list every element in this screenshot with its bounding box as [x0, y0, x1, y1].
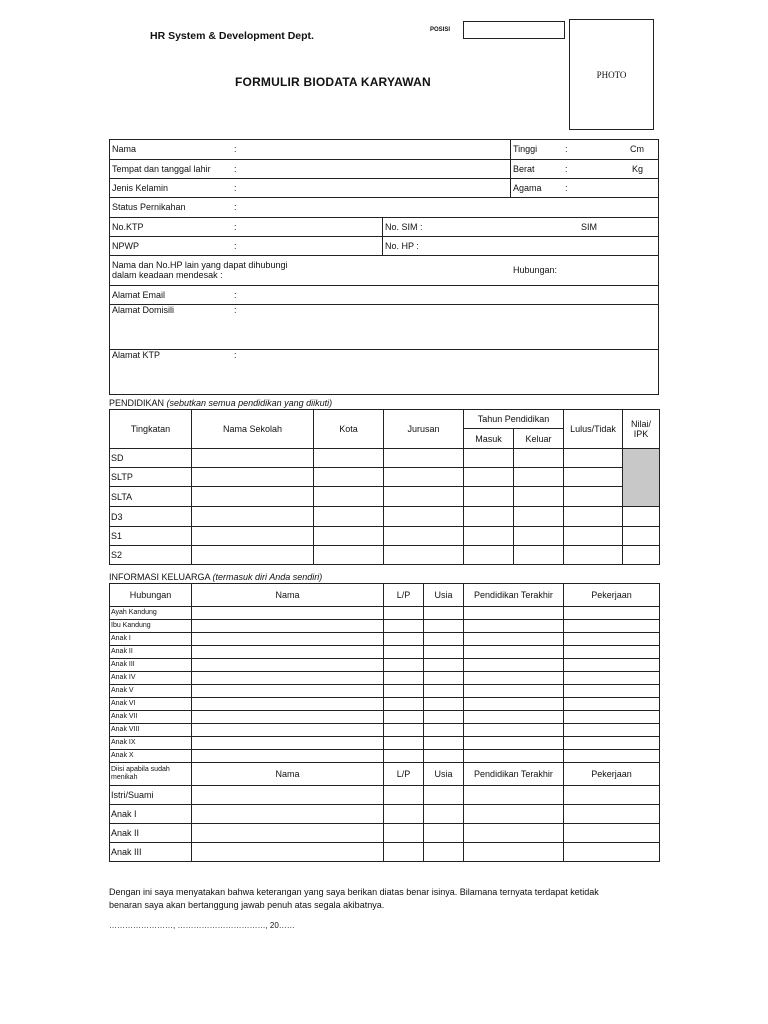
family-member-label: Anak VIII	[110, 724, 192, 737]
label-no-ktp: No.KTP	[112, 222, 144, 232]
family-cell[interactable]	[192, 620, 384, 633]
colon: :	[234, 350, 237, 360]
edu-cell[interactable]	[192, 487, 314, 507]
form-title: FORMULIR BIODATA KARYAWAN	[235, 75, 431, 89]
family-cell[interactable]	[564, 620, 660, 633]
photo-label: PHOTO	[596, 70, 627, 80]
family-cell[interactable]	[384, 805, 424, 824]
family-cell[interactable]	[464, 698, 564, 711]
label-alamat-email: Alamat Email	[112, 290, 166, 300]
table-row	[110, 507, 660, 527]
family-cell[interactable]	[564, 805, 660, 824]
family-cell[interactable]	[192, 824, 384, 843]
header-nilai: Nilai/	[630, 419, 651, 429]
family-cell[interactable]	[424, 724, 464, 737]
colon: :	[234, 222, 237, 232]
family-cell[interactable]	[384, 750, 424, 763]
family-cell[interactable]	[464, 724, 564, 737]
edu-cell[interactable]	[514, 468, 564, 487]
family-title-text: INFORMASI KELUARGA	[109, 572, 211, 582]
header-lp: L/P	[384, 763, 424, 786]
declaration-line1: Dengan ini saya menyatakan bahwa keterangan yang saya berikan diatas benar isinya. Bilamana ternyata terdapat ketidak	[109, 887, 599, 897]
education-title-text: PENDIDIKAN	[109, 398, 165, 408]
edu-cell[interactable]	[384, 546, 464, 565]
married-note	[110, 763, 192, 786]
edu-cell[interactable]	[464, 487, 514, 507]
family-member-label: Anak IX	[110, 737, 192, 750]
header-pekerjaan: Pekerjaan	[564, 584, 660, 607]
unit-cm: Cm	[630, 144, 644, 154]
family-cell[interactable]	[424, 685, 464, 698]
family-cell[interactable]	[384, 659, 424, 672]
married-note-line2: menikah	[111, 774, 138, 781]
colon: :	[234, 202, 237, 212]
place-date-line: ……………………, ……………………………, 20……	[109, 921, 295, 930]
table-row	[110, 487, 660, 507]
family-cell[interactable]	[384, 633, 424, 646]
table-row	[110, 750, 660, 763]
family-cell[interactable]	[424, 737, 464, 750]
family-member-label: Anak I	[110, 805, 192, 824]
table-row	[110, 468, 660, 487]
header-jurusan: Jurusan	[384, 410, 464, 449]
label-alamat-domisili: Alamat Domisili	[112, 305, 175, 315]
edu-cell[interactable]	[623, 527, 660, 546]
family-cell[interactable]	[564, 724, 660, 737]
education-title-note: (sebutkan semua pendidikan yang diikuti)	[166, 398, 333, 408]
edu-cell[interactable]	[564, 507, 623, 527]
edu-level: S2	[110, 546, 192, 565]
family-cell[interactable]	[464, 685, 564, 698]
family-cell[interactable]	[424, 750, 464, 763]
edu-cell[interactable]	[564, 527, 623, 546]
colon: :	[234, 144, 237, 154]
education-section-title	[109, 398, 332, 408]
family-cell[interactable]	[384, 672, 424, 685]
education-table	[109, 409, 660, 565]
family-cell[interactable]	[464, 633, 564, 646]
label-sim: SIM	[581, 222, 598, 232]
table-row	[110, 805, 660, 824]
header-lulus: Lulus/Tidak	[564, 410, 623, 449]
header-keluar: Keluar	[514, 429, 564, 449]
table-row	[110, 633, 660, 646]
edu-cell[interactable]	[314, 468, 384, 487]
header-nama: Nama	[192, 584, 384, 607]
edu-level: S1	[110, 527, 192, 546]
label-kontak-darurat-2: dalam keadaan mendesak :	[112, 270, 223, 280]
label-no-hp: No. HP :	[385, 241, 419, 251]
edu-cell[interactable]	[564, 449, 623, 468]
label-hubungan: Hubungan:	[513, 265, 558, 275]
family-member-label: Anak II	[110, 646, 192, 659]
colon: :	[565, 183, 568, 193]
family-cell[interactable]	[464, 672, 564, 685]
table-row	[110, 724, 660, 737]
family-cell[interactable]	[564, 737, 660, 750]
label-npwp: NPWP	[112, 241, 139, 251]
label-no-sim: No. SIM :	[385, 222, 423, 232]
table-row	[110, 620, 660, 633]
label-status-pernikahan: Status Pernikahan	[112, 202, 186, 212]
edu-cell[interactable]	[514, 487, 564, 507]
edu-cell[interactable]	[314, 546, 384, 565]
family-member-label: Ayah Kandung	[110, 607, 192, 620]
family-cell[interactable]	[384, 620, 424, 633]
label-kontak-darurat: Nama dan No.HP lain yang dapat dihubungi	[112, 260, 288, 270]
family-cell[interactable]	[564, 786, 660, 805]
table-row	[110, 786, 660, 805]
family-cell[interactable]	[564, 843, 660, 862]
family-member-label: Anak II	[110, 824, 192, 843]
family-member-label: Anak V	[110, 685, 192, 698]
family-cell[interactable]	[424, 843, 464, 862]
edu-cell[interactable]	[314, 507, 384, 527]
edu-cell[interactable]	[564, 487, 623, 507]
family-section-title	[109, 572, 322, 582]
edu-cell[interactable]	[623, 546, 660, 565]
edu-level: SLTA	[110, 487, 192, 507]
family-cell[interactable]	[424, 711, 464, 724]
table-row	[110, 672, 660, 685]
colon: :	[234, 241, 237, 251]
posisi-label: POSISI	[430, 27, 451, 33]
nilai-shaded	[623, 449, 660, 507]
photo-box	[569, 19, 654, 130]
edu-cell[interactable]	[192, 468, 314, 487]
family-cell[interactable]	[564, 685, 660, 698]
family-cell[interactable]	[192, 659, 384, 672]
label-nama: Nama	[112, 144, 137, 154]
table-row	[110, 449, 660, 468]
edu-cell[interactable]	[192, 507, 314, 527]
family-member-label: Anak X	[110, 750, 192, 763]
edu-level: SD	[110, 449, 192, 468]
family-cell[interactable]	[564, 672, 660, 685]
edu-cell[interactable]	[464, 507, 514, 527]
family-cell[interactable]	[424, 646, 464, 659]
family-cell[interactable]	[424, 672, 464, 685]
family-cell[interactable]	[384, 724, 424, 737]
department-label: HR System & Development Dept.	[150, 30, 314, 42]
family-cell[interactable]	[564, 750, 660, 763]
colon: :	[234, 290, 237, 300]
posisi-field[interactable]	[463, 21, 565, 39]
family-cell[interactable]	[424, 805, 464, 824]
family-member-label: Anak III	[110, 843, 192, 862]
family-cell[interactable]	[464, 646, 564, 659]
family-cell[interactable]	[384, 786, 424, 805]
family-cell[interactable]	[464, 750, 564, 763]
personal-info-section	[109, 139, 659, 395]
table-row	[110, 824, 660, 843]
declaration-text	[109, 886, 599, 912]
family-cell[interactable]	[424, 698, 464, 711]
unit-kg: Kg	[632, 164, 644, 174]
edu-cell[interactable]	[514, 507, 564, 527]
table-row	[110, 698, 660, 711]
family-cell[interactable]	[192, 646, 384, 659]
edu-cell[interactable]	[514, 546, 564, 565]
header-tingkatan: Tingkatan	[110, 410, 192, 449]
label-ttl: Tempat dan tanggal lahir	[112, 164, 211, 174]
edu-cell[interactable]	[623, 507, 660, 527]
family-cell[interactable]	[192, 607, 384, 620]
family-cell[interactable]	[564, 633, 660, 646]
family-cell[interactable]	[192, 685, 384, 698]
family-member-label: Istri/Suami	[110, 786, 192, 805]
family-title-note: (termasuk diri Anda sendiri)	[212, 572, 323, 582]
family-cell[interactable]	[464, 620, 564, 633]
label-alamat-ktp: Alamat KTP	[112, 350, 161, 360]
family-cell[interactable]	[424, 620, 464, 633]
family-cell[interactable]	[464, 737, 564, 750]
edu-cell[interactable]	[192, 449, 314, 468]
family-cell[interactable]	[192, 843, 384, 862]
header-nama: Nama	[192, 763, 384, 786]
family-cell[interactable]	[192, 805, 384, 824]
colon: :	[234, 164, 237, 174]
family-cell[interactable]	[564, 646, 660, 659]
edu-cell[interactable]	[314, 487, 384, 507]
family-cell[interactable]	[384, 824, 424, 843]
family-cell[interactable]	[424, 607, 464, 620]
table-row	[110, 646, 660, 659]
family-cell[interactable]	[464, 786, 564, 805]
family-cell[interactable]	[192, 711, 384, 724]
family-cell[interactable]	[424, 659, 464, 672]
table-row	[110, 711, 660, 724]
family-member-label: Anak III	[110, 659, 192, 672]
edu-cell[interactable]	[514, 449, 564, 468]
family-cell[interactable]	[384, 711, 424, 724]
edu-cell[interactable]	[384, 527, 464, 546]
header-nilai-ipk	[623, 410, 660, 449]
table-row	[110, 527, 660, 546]
family-cell[interactable]	[192, 672, 384, 685]
edu-cell[interactable]	[384, 487, 464, 507]
family-cell[interactable]	[464, 659, 564, 672]
family-table	[109, 583, 660, 862]
family-member-label: Anak IV	[110, 672, 192, 685]
declaration-line2: benaran saya akan bertanggung jawab penuh atas segala akibatnya.	[109, 900, 385, 910]
header-tahun-pendidikan: Tahun Pendidikan	[464, 410, 564, 429]
family-cell[interactable]	[564, 698, 660, 711]
table-row	[110, 546, 660, 565]
edu-cell[interactable]	[384, 449, 464, 468]
family-cell[interactable]	[384, 843, 424, 862]
label-tinggi: Tinggi	[513, 144, 538, 154]
family-cell[interactable]	[564, 711, 660, 724]
family-cell[interactable]	[192, 633, 384, 646]
header-kota: Kota	[314, 410, 384, 449]
table-row	[110, 659, 660, 672]
header-usia: Usia	[424, 763, 464, 786]
label-berat: Berat	[513, 164, 535, 174]
edu-cell[interactable]	[514, 527, 564, 546]
edu-cell[interactable]	[192, 546, 314, 565]
edu-level: D3	[110, 507, 192, 527]
family-cell[interactable]	[192, 750, 384, 763]
edu-cell[interactable]	[464, 546, 514, 565]
family-cell[interactable]	[564, 607, 660, 620]
header-usia: Usia	[424, 584, 464, 607]
header-hubungan: Hubungan	[110, 584, 192, 607]
family-cell[interactable]	[192, 786, 384, 805]
family-cell[interactable]	[384, 607, 424, 620]
family-cell[interactable]	[464, 824, 564, 843]
family-cell[interactable]	[564, 659, 660, 672]
family-cell[interactable]	[384, 698, 424, 711]
family-cell[interactable]	[424, 786, 464, 805]
label-jenis-kelamin: Jenis Kelamin	[112, 183, 169, 193]
family-cell[interactable]	[464, 805, 564, 824]
family-cell[interactable]	[384, 737, 424, 750]
edu-cell[interactable]	[564, 546, 623, 565]
family-member-label: Anak VI	[110, 698, 192, 711]
family-cell[interactable]	[564, 824, 660, 843]
colon: :	[565, 144, 568, 154]
family-cell[interactable]	[384, 646, 424, 659]
header-pendidikan-terakhir: Pendidikan Terakhir	[464, 584, 564, 607]
header-ipk: IPK	[633, 429, 649, 439]
edu-cell[interactable]	[384, 507, 464, 527]
table-row	[110, 685, 660, 698]
family-member-label: Ibu Kandung	[110, 620, 192, 633]
edu-cell[interactable]	[314, 449, 384, 468]
edu-cell[interactable]	[464, 449, 514, 468]
colon: :	[234, 183, 237, 193]
table-row	[110, 843, 660, 862]
header-nama-sekolah: Nama Sekolah	[192, 410, 314, 449]
family-cell[interactable]	[424, 824, 464, 843]
colon: :	[234, 305, 237, 315]
colon: :	[565, 164, 568, 174]
family-cell[interactable]	[192, 737, 384, 750]
family-cell[interactable]	[464, 711, 564, 724]
header-pendidikan-terakhir: Pendidikan Terakhir	[464, 763, 564, 786]
family-member-label: Anak I	[110, 633, 192, 646]
family-cell[interactable]	[464, 843, 564, 862]
family-cell[interactable]	[192, 724, 384, 737]
header-lp: L/P	[384, 584, 424, 607]
label-agama: Agama	[513, 183, 542, 193]
family-cell[interactable]	[464, 607, 564, 620]
family-cell[interactable]	[424, 633, 464, 646]
family-member-label: Anak VII	[110, 711, 192, 724]
header-pekerjaan: Pekerjaan	[564, 763, 660, 786]
table-row	[110, 737, 660, 750]
edu-cell[interactable]	[192, 527, 314, 546]
family-cell[interactable]	[384, 685, 424, 698]
married-note-line1: Diisi apabila sudah	[111, 766, 170, 773]
edu-cell[interactable]	[464, 527, 514, 546]
table-row	[110, 607, 660, 620]
edu-cell[interactable]	[464, 468, 514, 487]
edu-cell[interactable]	[314, 527, 384, 546]
header-masuk: Masuk	[464, 429, 514, 449]
edu-cell[interactable]	[564, 468, 623, 487]
edu-level: SLTP	[110, 468, 192, 487]
edu-cell[interactable]	[384, 468, 464, 487]
family-cell[interactable]	[192, 698, 384, 711]
